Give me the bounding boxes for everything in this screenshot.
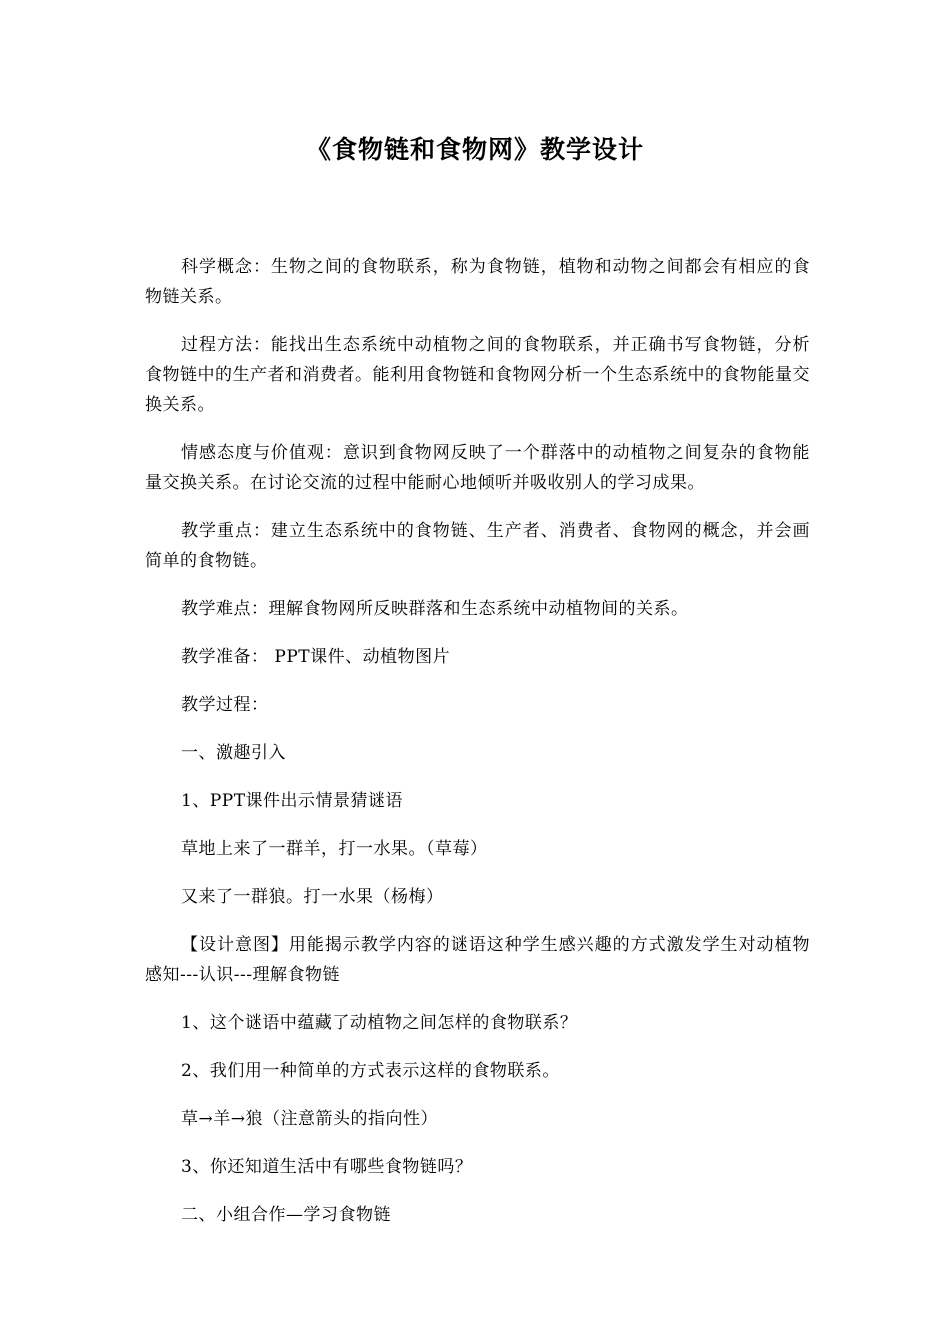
- paragraph-design-intent: 【设计意图】用能揭示教学内容的谜语这种学生感兴趣的方式激发学生对动植物感知---认识---理解食物链: [145, 935, 810, 985]
- paragraph-attitude-values: 情感态度与价值观：意识到食物网反映了一个群落中的动植物之间复杂的食物能量交换关系。在讨论交流的过程中能耐心地倾听并吸收别人的学习成果。: [145, 443, 810, 493]
- paragraph-teaching-focus: 教学重点：建立生态系统中的食物链、生产者、消费者、食物网的概念，并会画简单的食物链。: [145, 521, 810, 571]
- list-item: 1、PPT课件出示情景猜谜语: [181, 791, 404, 811]
- list-item: 1、这个谜语中蕴藏了动植物之间怎样的食物联系？: [181, 1013, 578, 1033]
- list-item: 3、你还知道生活中有哪些食物链吗？: [181, 1157, 473, 1177]
- section-heading-introduction: 一、激趣引入: [181, 743, 286, 763]
- document-body: [145, 252, 810, 1248]
- paragraph-process-method: 过程方法：能找出生态系统中动植物之间的食物联系，并正确书写食物链，分析食物链中的生产者和消费者。能利用食物链和食物网分析一个生态系统中的食物能量交换关系。: [145, 335, 810, 415]
- list-item: 2、我们用一种简单的方式表示这样的食物联系。: [181, 1061, 560, 1081]
- paragraph-teaching-preparation: 教学准备： PPT课件、动植物图片: [181, 647, 451, 667]
- riddle-line: 又来了一群狼。打一水果（杨梅）: [181, 887, 444, 907]
- document-title: 《食物链和食物网》教学设计: [305, 135, 644, 164]
- paragraph-teaching-difficulty: 教学难点：理解食物网所反映群落和生态系统中动植物间的关系。: [181, 599, 689, 619]
- paragraph-science-concept: 科学概念：生物之间的食物联系，称为食物链，植物和动物之间都会有相应的食物链关系。: [145, 257, 810, 307]
- section-heading-group-work: 二、小组合作—学习食物链: [181, 1205, 391, 1225]
- food-chain-example: 草→羊→狼（注意箭头的指向性）: [181, 1109, 438, 1129]
- paragraph-teaching-process: 教学过程：: [181, 695, 269, 715]
- riddle-line: 草地上来了一群羊，打一水果。（草莓）: [181, 839, 488, 859]
